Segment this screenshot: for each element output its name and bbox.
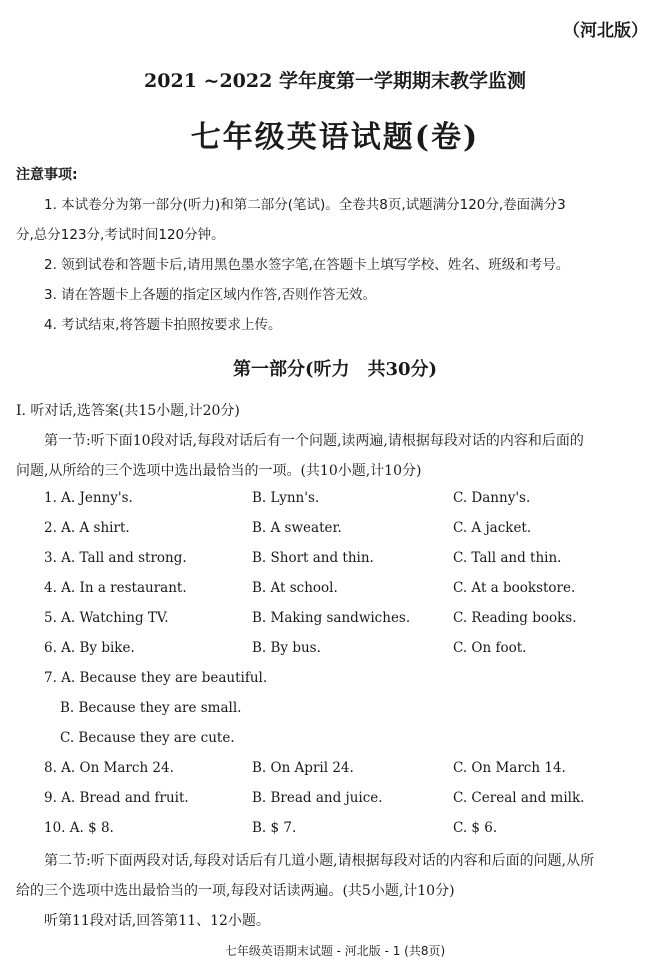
q1-option-c: C. Danny's. xyxy=(453,490,531,506)
page-footer: 七年级英语期末试题 - 河北版 - 1 (共8页) xyxy=(224,944,446,958)
q10-option-c: C. $ 6. xyxy=(453,820,498,836)
exam-header: 2021 ~2022 学年度第一学期期末教学监测 xyxy=(144,70,526,92)
q4-option-c: C. At a bookstore. xyxy=(453,580,576,596)
q7-option-a: 7. A. Because they are beautiful. xyxy=(44,670,268,686)
q7-option-b: B. Because they are small. xyxy=(60,700,242,716)
exam-title: 七年级英语试题(卷) xyxy=(190,120,480,155)
q6-option-b: B. By bus. xyxy=(252,640,321,656)
edition-label: （河北版） xyxy=(563,21,648,41)
q2-option-c: C. A jacket. xyxy=(453,520,532,536)
section2-instruction-1: 第二节:听下面两段对话,每段对话后有几道小题,请根据每段对话的内容和后面的问题,从所 xyxy=(44,853,595,869)
q3-option-c: C. Tall and thin. xyxy=(453,550,562,566)
part1-title: 第一部分(听力 共30分) xyxy=(232,359,438,380)
section1-instruction-2: 问题,从所给的三个选项中选出最恰当的一项。(共10小题,计10分) xyxy=(16,463,422,479)
q9-option-c: C. Cereal and milk. xyxy=(453,790,585,806)
q10-option-b: B. $ 7. xyxy=(252,820,297,836)
notes-label: 注意事项: xyxy=(16,167,78,183)
note-line-3: 3. 请在答题卡上各题的指定区域内作答,否则作答无效。 xyxy=(44,287,376,303)
q8-option-c: C. On March 14. xyxy=(453,760,566,776)
q5-option-a: 5. A. Watching TV. xyxy=(44,610,169,626)
q8-option-a: 8. A. On March 24. xyxy=(44,760,174,776)
q1-option-b: B. Lynn's. xyxy=(252,490,320,506)
q5-option-c: C. Reading books. xyxy=(453,610,577,626)
q10-option-a: 10. A. $ 8. xyxy=(44,820,114,836)
q1-option-a: 1. A. Jenny's. xyxy=(44,490,133,506)
q2-option-b: B. A sweater. xyxy=(252,520,342,536)
q6-option-c: C. On foot. xyxy=(453,640,527,656)
q9-option-b: B. Bread and juice. xyxy=(252,790,383,806)
q3-option-b: B. Short and thin. xyxy=(252,550,374,566)
note-line-1-cont: 分,总分123分,考试时间120分钟。 xyxy=(16,227,225,243)
section1-instruction-1: 第一节:听下面10段对话,每段对话后有一个问题,读两遍,请根据每段对话的内容和后面的 xyxy=(44,433,584,449)
section2-instruction-3: 听第11段对话,回答第11、12小题。 xyxy=(44,913,270,929)
q4-option-a: 4. A. In a restaurant. xyxy=(44,580,187,596)
q9-option-a: 9. A. Bread and fruit. xyxy=(44,790,189,806)
q5-option-b: B. Making sandwiches. xyxy=(252,610,411,626)
q6-option-a: 6. A. By bike. xyxy=(44,640,135,656)
section2-instruction-2: 给的三个选项中选出最恰当的一项,每段对话读两遍。(共5小题,计10分) xyxy=(16,883,455,899)
note-line-4: 4. 考试结束,将答题卡拍照按要求上传。 xyxy=(44,317,282,333)
q2-option-a: 2. A. A shirt. xyxy=(44,520,130,536)
note-line-2: 2. 领到试卷和答题卡后,请用黑色墨水签字笔,在答题卡上填写学校、姓名、班级和考号。 xyxy=(44,257,570,273)
section1-title: Ⅰ. 听对话,选答案(共15小题,计20分) xyxy=(16,403,240,419)
q3-option-a: 3. A. Tall and strong. xyxy=(44,550,187,566)
q8-option-b: B. On April 24. xyxy=(252,760,354,776)
q7-option-c: C. Because they are cute. xyxy=(60,730,235,746)
q4-option-b: B. At school. xyxy=(252,580,338,596)
note-line-1: 1. 本试卷分为第一部分(听力)和第二部分(笔试)。全卷共8页,试题满分120分,卷面满分3 xyxy=(44,197,566,213)
